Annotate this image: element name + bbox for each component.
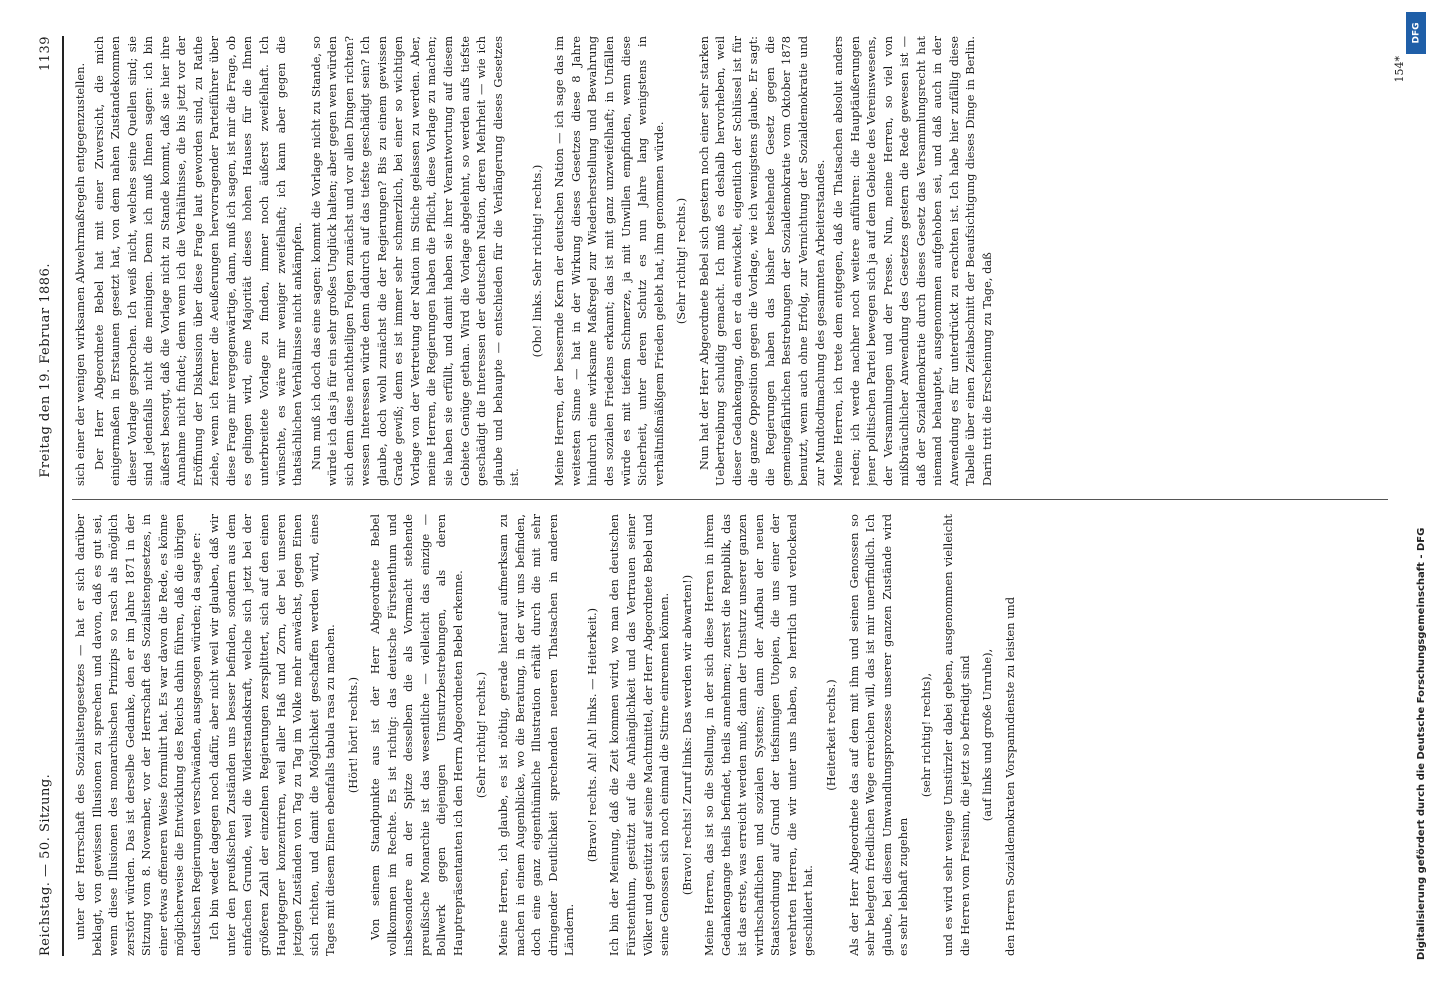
paragraph: sich einer der wenigen wirksamen Abwehrmaßregeln entgegenzustellen.: [73, 62, 87, 486]
interjection: (Oho! links. Sehr richtig! rechts.): [529, 164, 544, 358]
paragraph: Ich bin weder dagegen noch dafür, aber nicht weil wir glauben, daß wir unter den preußischen Zuständen uns besser befinden, sondern aus dem einfachen Grunde, weil die Widerstandskraft, welche sich jetzt bei der größeren Zahl der einzelnen Regierungen zersplittert, sich auf den einen Hauptgegner konzentriren, weil aller Haß und Zorn, der bei unseren jetzigen Zuständen von Tag zu Tag im Volke mehr anwächst, gegen Einen sich richten, und damit die Möglichkeit geschaffen werden wird, eines Tages mit diesem Einen ebenfalls tabula rasa zu machen.: [207, 514, 338, 956]
credit-text: Digitalisierung gefördert durch die Deutsche Forschungsgemeinschaft - DFG: [1416, 527, 1427, 960]
paragraph: Nun hat der Herr Abgeordnete Bebel sich gestern noch einer sehr starken Uebertreibung schuldig gemacht. Ich muß es deshalb hervorheben, weil dieser Gedankengang, den er da entwickelt, eigentlich der Schlüssel ist für die ganze Opposition gegen die Vorlage, wie ich wenigstens glaube. Er sagt: die Regierungen haben das bisher bestehende Gesetz gegen die gemeingefährlichen Bestrebungen der Sozialdemokratie vom Oktober 1878 benutzt, wenn auch ohne Erfolg, zur Vernichtung der Sozialdemokratie und zur Mundtodtmachung des gesammten Arbeiterstandes.: [696, 36, 827, 486]
paragraph: Der Herr Abgeordnete Bebel hat mit einer Zuversicht, die mich einigermaßen in Erstaunen gesetzt hat, von dem nahen Zustandekommen dieser Vorlage gesprochen. Ich weiß nicht, welches seine Quellen sind; sie sind jedenfalls nicht die meinigen. Denn ich muß Ihnen sagen: ich bin äußerst besorgt, daß die Vorlage nicht zu Stande kommt, daß sie hier ihre Annahme nicht findet; denn wenn ich die Verhältnisse, die bis jetzt vor der Eröffnung der Diskussion über diese Frage laut geworden sind, zu Rathe ziehe, wenn ich ferner die Aeußerungen hervorragender Parteiführer über diese Frage mir vergegenwärtige, dann, muß ich sagen, ist mir die Frage, ob es gelingen wird, eine Majorität dieses hohen Hauses für die Ihnen unterbreitete Vorlage zu finden, immer noch äußerst zweifelhaft. Ich wünschte, es wäre mir weniger zweifelhaft; ich kann aber gegen die thatsächlichen Verhältnisse nicht ankämpfen.: [91, 36, 305, 486]
page-note: 154*: [1393, 56, 1406, 83]
paragraph: Von seinem Standpunkte aus ist der Herr Abgeordnete Bebel vollkommen im Rechte. Es ist richtig: das deutsche Fürstenthum und insbesondere an der Spitze desselben die als Vormacht stehende preußische Monarchie ist das wesentliche — vielleicht das einzige — Bollwerk gegen diejenigen Umsturzbestrebungen, als deren Hauptrepräsentanten ich den Herrn Abgeordneten Bebel erkenne.: [368, 514, 466, 956]
paragraph: Meine Herren, der bessernde Kern der deutschen Nation — ich sage das im weitesten Sinne — hat in der Wirkung dieses Gesetzes diese 8 Jahre hindurch eine wirksame Maßregel zur Wiederherstellung und Bewahrung des sozialen Friedens erkannt; das ist mit ganz unzweifelhaft; in Unfällen würde es mit tiefem Schmerze, ja mit Unwillen empfinden, wenn diese Sicherheit, unter deren Schutz es nun Jahre lang wenigstens in verhältnißmäßigem Frieden gelebt hat, ihm genommen würde.: [552, 36, 666, 486]
scanned-page: [20, 16, 1412, 984]
paragraph: Meine Herren, ich trete dem entgegen, daß die Thatsachen absolut anders reden; ich werde nachher noch weitere anführen: die Hauptäußerungen jener politischen Partei bewegen sich ja auf dem Gebiete des Vereinswesens, der Versammlungen und der Presse. Nun, meine Herren, so viel von mißbräuchlicher Anwendung des Gesetzes gestern die Rede gewesen ist — daß der Sozialdemokratie durch dieses Gesetz das Versammlungsrecht hat niemand behauptet, ausgenommen aufgehoben sei, und daß auch in der Anwendung es für unterdrückt zu erachten ist. Ich habe hier zufällig diese Tabelle über einen Zeitabschnitt der Beaufsichtigung dieses Dinge in Berlin. Darin tritt die Erscheinung zu Tage, daß: [831, 36, 994, 486]
header-session: Reichstag. — 50. Sitzung.: [38, 773, 53, 956]
page-header: [38, 36, 62, 956]
paragraph: Nun muß ich doch das eine sagen: kommt die Vorlage nicht zu Stande, so würde ich das ja für ein sehr großes Unglück halten; aber gegen wen würden sich denn diese nachtheiligen Folgen zunächst und vor allen Dingen richten? wessen Interessen würde denn dadurch auf das tiefste geschädigt sein? Ich glaube, doch wohl zunächst die der Regierungen? Bis zu einem gewissen Grade gewiß; denn es ist immer sehr schmerzlich, bei einer so wichtigen Vorlage von der Vertretung der Nation im Stiche gelassen zu werden. Aber, meine Herren, die Regierungen haben die Pflicht, diese Vorlage zu machen; sie haben sie erfüllt, und damit haben sie ihrer Verantwortung auf diesem Gebiete Genüge gethan. Wird die Vorlage abgelehnt, so werden aufs tiefste geschädigt die Interessen der deutschen Nation, deren Mehrheit — wie ich glaube und behaupte — entschieden für die Verlängerung dieses Gesetzes ist.: [308, 36, 522, 486]
header-rule: [62, 36, 64, 956]
paragraph: den Herren Sozialdemokraten Vorspanndienste zu leisten und: [1002, 596, 1017, 956]
interjection: (Heiterkeit rechts.): [823, 679, 838, 791]
text-column-right: [72, 36, 1388, 486]
column-divider: [72, 499, 1388, 500]
interjection: (auf links und große Unruhe),: [980, 648, 995, 822]
dfg-credit: [1402, 10, 1430, 970]
paragraph: unter der Herrschaft des Sozialistengesetzes — hat er sich darüber beklagt, von gewissen Illusionen zu sprechen und davon, daß es gut sei, wenn diese Illusionen des monarchischen Prinzips so rasch als möglich zerstört würden. Das ist derselbe Gedanke, den er im Jahre 1871 in der Sitzung vom 8. November, vor der Herrschaft des Sozialistengesetzes, in einer etwas offeneren Weise formulirt hat. Es war davon die Rede, es könne möglicherweise die Entwicklung des Reichs dahin führen, daß die übrigen deutschen Regierungen verschwänden, ausgesogen würden; da sagte er:: [73, 514, 203, 956]
interjection: (Bravo! rechts. Ah! Ah! links. — Heiterkeit.): [584, 607, 599, 863]
interjection: (Sehr richtig! rechts.): [674, 197, 689, 325]
paragraph: Als der Herr Abgeordnete das auf dem mit ihm und seinen Genossen so sehr belegten friedlichen Wege erreichen will, das ist mir unerfindlich. Ich glaube, bei diesem Umwandlungsprozesse unserer ganzen Zustände wird es sehr lebhaft zugehen: [846, 514, 911, 956]
interjection: (Bravo! rechts! Zuruf links: Das werden wir abwarten!): [679, 574, 694, 896]
dfg-logo-icon: DFG: [1406, 12, 1426, 54]
interjection: (Hört! hört! rechts.): [345, 676, 360, 794]
paragraph: Ich bin der Meinung, daß die Zeit kommen wird, wo man den deutschen Fürstenthum, gestützt auf die Anhänglichkeit und das Vertrauen seiner Völker und gestützt auf seine Machtmittel, der Herr Abgeordnete Bebel und seine Genossen sich noch einmal die Stirne einrennen können.: [607, 514, 672, 956]
paragraph: Meine Herren, ich glaube, es ist nöthig, gerade hierauf aufmerksam zu machen in einem Augenblicke, wo die Beratung, in der wir uns befinden, doch eine ganz eigenthümliche Illustration erhält durch die mit sehr dringender Deutlichkeit sprechenden neueren Thatsachen in anderen Ländern.: [496, 514, 577, 956]
header-date: Freitag den 19. Februar 1886.: [38, 263, 53, 478]
interjection: (sehr richtig! rechts),: [918, 672, 933, 798]
header-page-number: 1139: [38, 36, 53, 72]
paragraph: Meine Herren, das ist so die Stellung, in der sich diese Herren in ihrem Gedankengange theils befindet, theils annehmen; zuerst die Republik, das ist das erste, was erreicht werden muß; dann der Umsturz unserer ganzen wirthschaftlichen und sozialen Systems; dann der Aufbau der neuen Staatsordnung auf Grund der tiefsinnigen Utopien, die uns einer der verehrten Herren, die wir unter uns haben, so herrlich und verlockend geschildert hat.: [702, 514, 816, 956]
text-column-left: [72, 514, 1388, 956]
interjection: (Sehr richtig! rechts.): [473, 671, 488, 799]
paragraph: und es wird sehr wenige Umstürzler dabei geben, ausgenommen vielleicht die Herren vom Freisinn, die jetzt so befriedigt sind: [941, 514, 972, 956]
